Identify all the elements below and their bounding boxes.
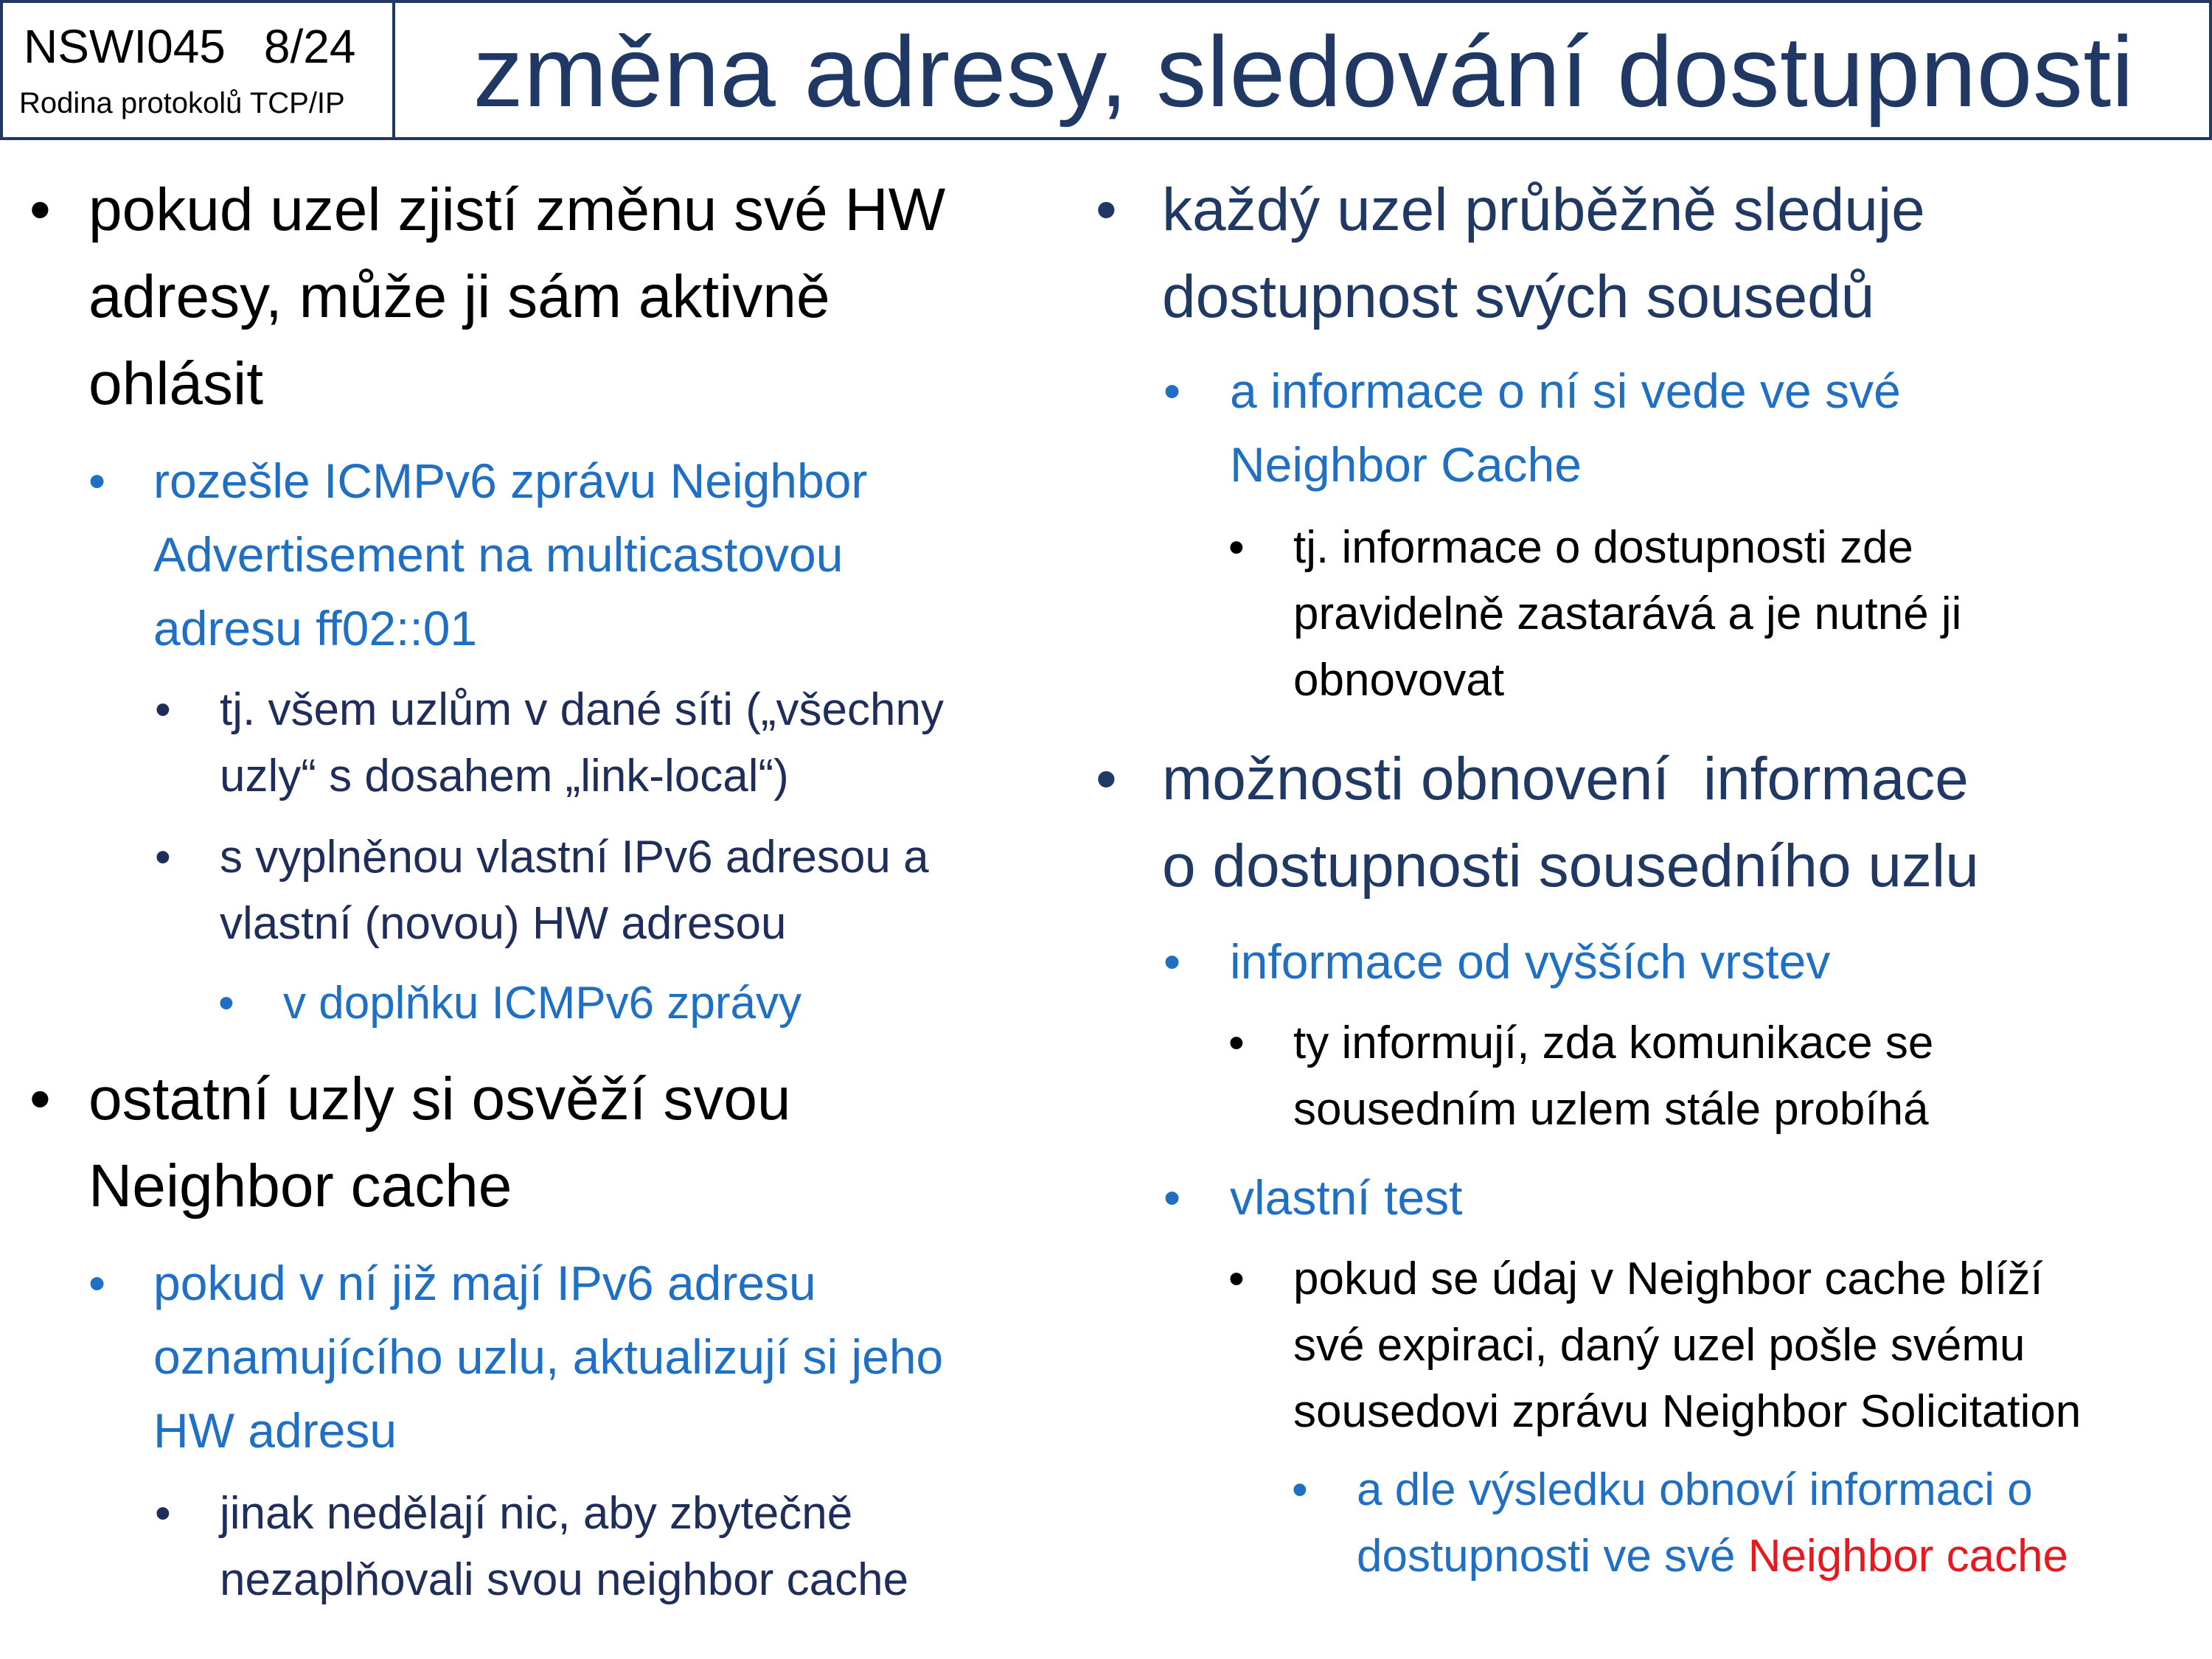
bullet-text-line: adresu ff02::01 (153, 601, 478, 655)
bullet-text-line: o dostupnosti sousedního uzlu (1162, 832, 1979, 900)
bullet-text-line: ostatní uzly si osvěží svou (88, 1065, 791, 1133)
bullet-dot: • (1228, 522, 1245, 573)
bullet-left-2 (29, 1056, 791, 1230)
bullet-dot: • (1096, 745, 1117, 813)
bullet-text-line: pravidelně zastarává a je nutné ji (1293, 588, 1962, 639)
bullet-dot: • (155, 832, 171, 883)
bullet-dot: • (1292, 1464, 1308, 1515)
bullet-text-line: své expiraci, daný uzel pošle svému (1293, 1320, 2025, 1371)
bullet-dot: • (218, 978, 234, 1029)
bullet-text-line: Neighbor cache (88, 1152, 512, 1220)
bullet-right-2-2-1 (1228, 1246, 2081, 1445)
course-code: NSWI045 (24, 20, 226, 73)
slide-header (0, 0, 2212, 140)
bullet-dot: • (155, 684, 171, 735)
bullet-left-2-1-1 (155, 1481, 908, 1613)
bullet-text-line-with-highlight (1357, 1523, 2068, 1590)
bullet-text-line: v doplňku ICMPv6 zprávy (283, 978, 801, 1029)
bullet-text-line: informace od vyšších vrstev (1230, 934, 1831, 989)
bullet-text-line: adresy, může ji sám aktivně (88, 263, 830, 330)
bullet-text-line: možnosti obnovení informace (1162, 745, 1969, 813)
bullet-right-2 (1096, 736, 1979, 910)
bullet-right-1 (1096, 167, 1925, 341)
bullet-right-2-2-1-1 (1292, 1457, 2068, 1590)
bullet-text-line: pokud v ní již mají IPv6 adresu (153, 1256, 816, 1310)
bullet-text-line: oznamujícího uzlu, aktualizují si jeho (153, 1329, 944, 1384)
bullet-dot: • (88, 453, 106, 508)
bullet-text-line: pokud uzel zjistí změnu své HW (88, 176, 946, 243)
bullet-text-line: sousedovi zprávu Neighbor Solicitation (1293, 1386, 2081, 1437)
course-info-box (3, 3, 395, 137)
bullet-text-line: uzly“ s dosahem „link-local“) (220, 751, 789, 801)
bullet-text-line: Neighbor Cache (1230, 437, 1582, 492)
bullet-right-2-1 (1164, 925, 1830, 998)
bullet-left-1-1 (88, 444, 867, 665)
bullet-right-1-1 (1164, 354, 1901, 501)
bullet-dot: • (1228, 1253, 1245, 1304)
slide-title: změna adresy, sledování dostupnosti (473, 15, 2135, 128)
bullet-dot: • (29, 1065, 51, 1133)
bullet-text-line: tj. informace o dostupnosti zde (1293, 522, 1913, 573)
bullet-text-line: vlastní (novou) HW adresou (220, 898, 787, 949)
bullet-text-line: dostupnost svých sousedů (1162, 263, 1875, 330)
bullet-left-1-1-1 (155, 677, 944, 810)
bullet-text-line: každý uzel průběžně sleduje (1162, 176, 1925, 243)
bullet-dot: • (1228, 1018, 1245, 1068)
bullet-text-line: jinak nedělají nic, aby zbytečně (220, 1488, 853, 1539)
course-name: Rodina protokolů TCP/IP (19, 87, 345, 119)
bullet-left-1-1-2-1 (218, 970, 801, 1037)
bullet-text-line: vlastní test (1230, 1170, 1463, 1225)
bullet-left-1 (29, 167, 945, 428)
bullet-text-line: ty informují, zda komunikace se (1293, 1018, 1934, 1068)
bullet-left-1-1-2 (155, 824, 929, 957)
bullet-text-line: a dle výsledku obnoví informaci o (1357, 1464, 2033, 1515)
highlighted-term: Neighbor cache (1747, 1531, 2069, 1582)
page-number: 8/24 (263, 20, 356, 73)
bullet-dot: • (29, 176, 51, 243)
bullet-text-line: a informace o ní si vede ve své (1230, 364, 1901, 418)
bullet-left-2-1 (88, 1246, 943, 1467)
bullet-text-line: pokud se údaj v Neighbor cache blíží (1293, 1253, 2043, 1304)
bullet-dot: • (1164, 1170, 1181, 1225)
bullet-text-line: s vyplněnou vlastní IPv6 adresou a (220, 832, 929, 883)
bullet-right-2-1-1 (1228, 1010, 1933, 1143)
bullet-right-2-2 (1164, 1161, 1462, 1234)
bullet-text-line: obnovovat (1293, 655, 1505, 706)
course-code-line (24, 19, 355, 74)
bullet-text-segment: dostupnosti ve své (1357, 1531, 1748, 1582)
bullet-text-line: nezaplňovali svou neighbor cache (220, 1554, 909, 1605)
bullet-dot: • (155, 1488, 171, 1539)
bullet-right-1-1-1 (1228, 515, 1961, 714)
bullet-text-line: rozešle ICMPv6 zprávu Neighbor (153, 453, 868, 508)
bullet-text-line: ohlásit (88, 350, 264, 417)
bullet-dot: • (1164, 364, 1181, 418)
bullet-text-line: sousedním uzlem stále probíhá (1293, 1084, 1929, 1135)
bullet-dot: • (88, 1256, 106, 1310)
bullet-text-line: Advertisement na multicastovou (153, 527, 844, 582)
bullet-dot: • (1164, 934, 1181, 989)
bullet-text-line: HW adresu (153, 1403, 397, 1458)
bullet-dot: • (1096, 176, 1117, 243)
bullet-text-line: tj. všem uzlům v dané síti („všechny (220, 684, 944, 735)
